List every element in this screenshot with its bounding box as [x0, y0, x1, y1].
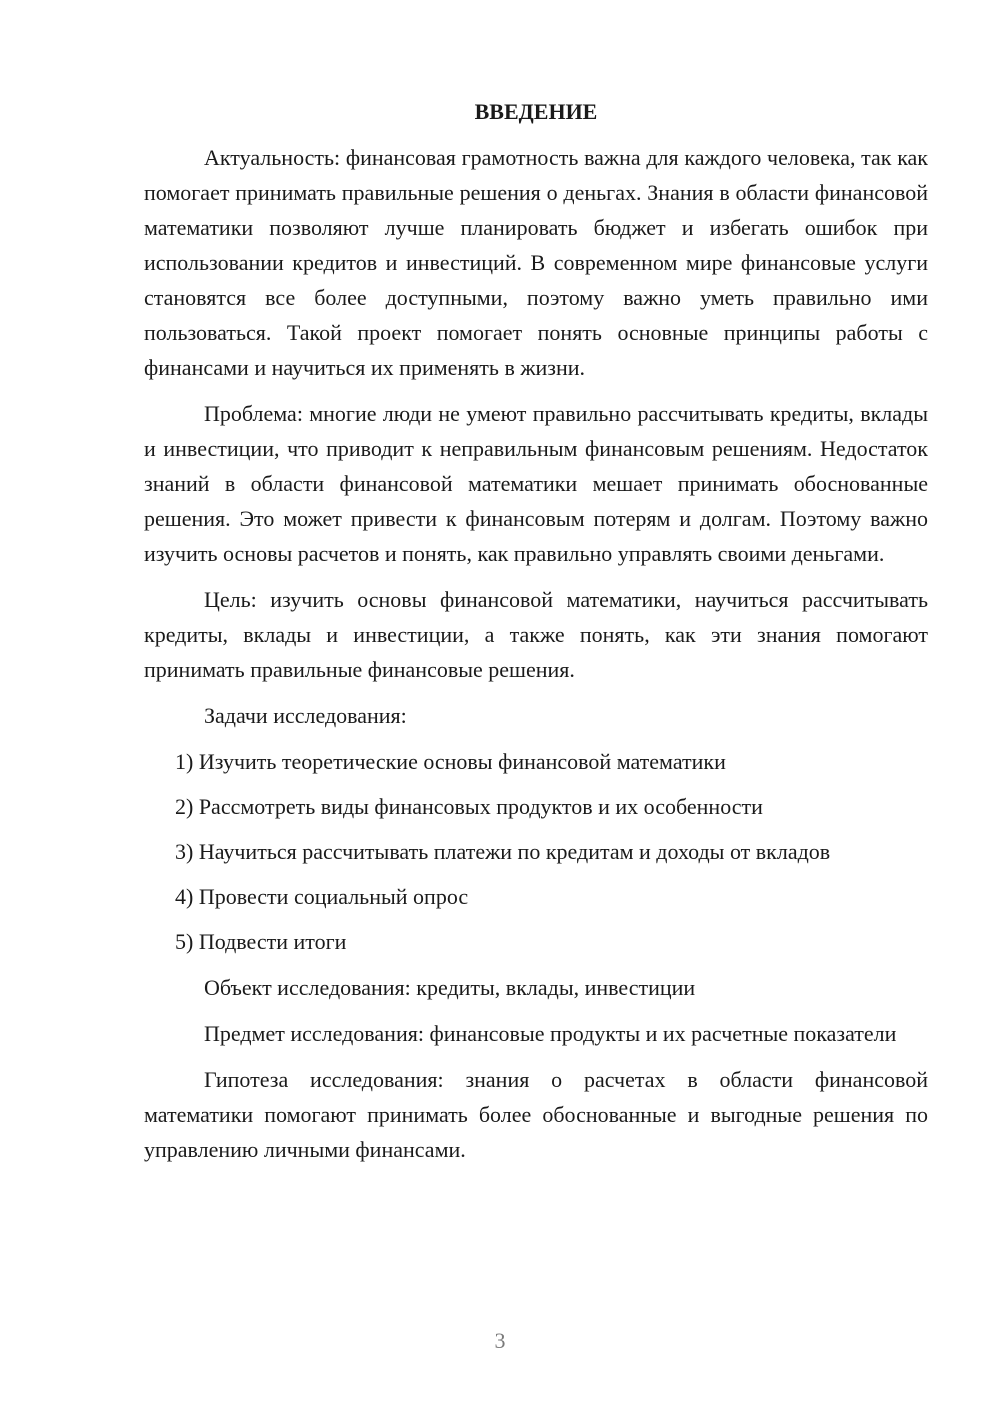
list-item: 5) Подвести итоги	[175, 929, 347, 954]
page-number: 3	[494, 1328, 506, 1353]
list-item: 4) Провести социальный опрос	[175, 884, 469, 909]
goal-paragraph: Цель: изучить основы финансовой математики, научиться рассчитывать кредиты, вклады и инвестиции, а также понять, как эти знания помогают принимать правильные финансовые решения.	[144, 587, 928, 682]
document-body	[144, 94, 928, 1178]
subject-paragraph: Предмет исследования: финансовые продукты и их расчетные показатели	[204, 1021, 897, 1046]
list-item: 2) Рассмотреть виды финансовых продуктов и их особенности	[175, 794, 763, 819]
relevance-paragraph: Актуальность: финансовая грамотность важна для каждого человека, так как помогает принимать правильные решения о деньгах. Знания в области финансовой математики позволяют лучше планировать бюджет и избегать ошибок при использовании кредитов и инвестиций. В современном мире финансовые услуги становятся все более доступными, поэтому важно уметь правильно ими пользоваться. Такой проект помогает понять основные принципы работы с финансами и научиться их применять в жизни.	[144, 145, 928, 380]
tasks-heading: Задачи исследования:	[204, 703, 407, 728]
problem-paragraph: Проблема: многие люди не умеют правильно рассчитывать кредиты, вклады и инвестиции, что приводит к неправильным финансовым решениям. Недостаток знаний в области финансовой математики мешает принимать обоснованные решения. Это может привести к финансовым потерям и долгам. Поэтому важно изучить основы расчетов и понять, как правильно управлять своими деньгами.	[144, 401, 928, 566]
tasks-list	[144, 744, 928, 959]
list-item: 1) Изучить теоретические основы финансовой математики	[175, 749, 726, 774]
page-title: ВВЕДЕНИЕ	[474, 99, 598, 124]
list-item: 3) Научиться рассчитывать платежи по кредитам и доходы от вкладов	[175, 839, 831, 864]
object-paragraph: Объект исследования: кредиты, вклады, инвестиции	[204, 975, 696, 1000]
hypothesis-paragraph: Гипотеза исследования: знания о расчетах в области финансовой математики помогают принимать более обоснованные и выгодные решения по управлению личными финансами.	[144, 1067, 928, 1162]
